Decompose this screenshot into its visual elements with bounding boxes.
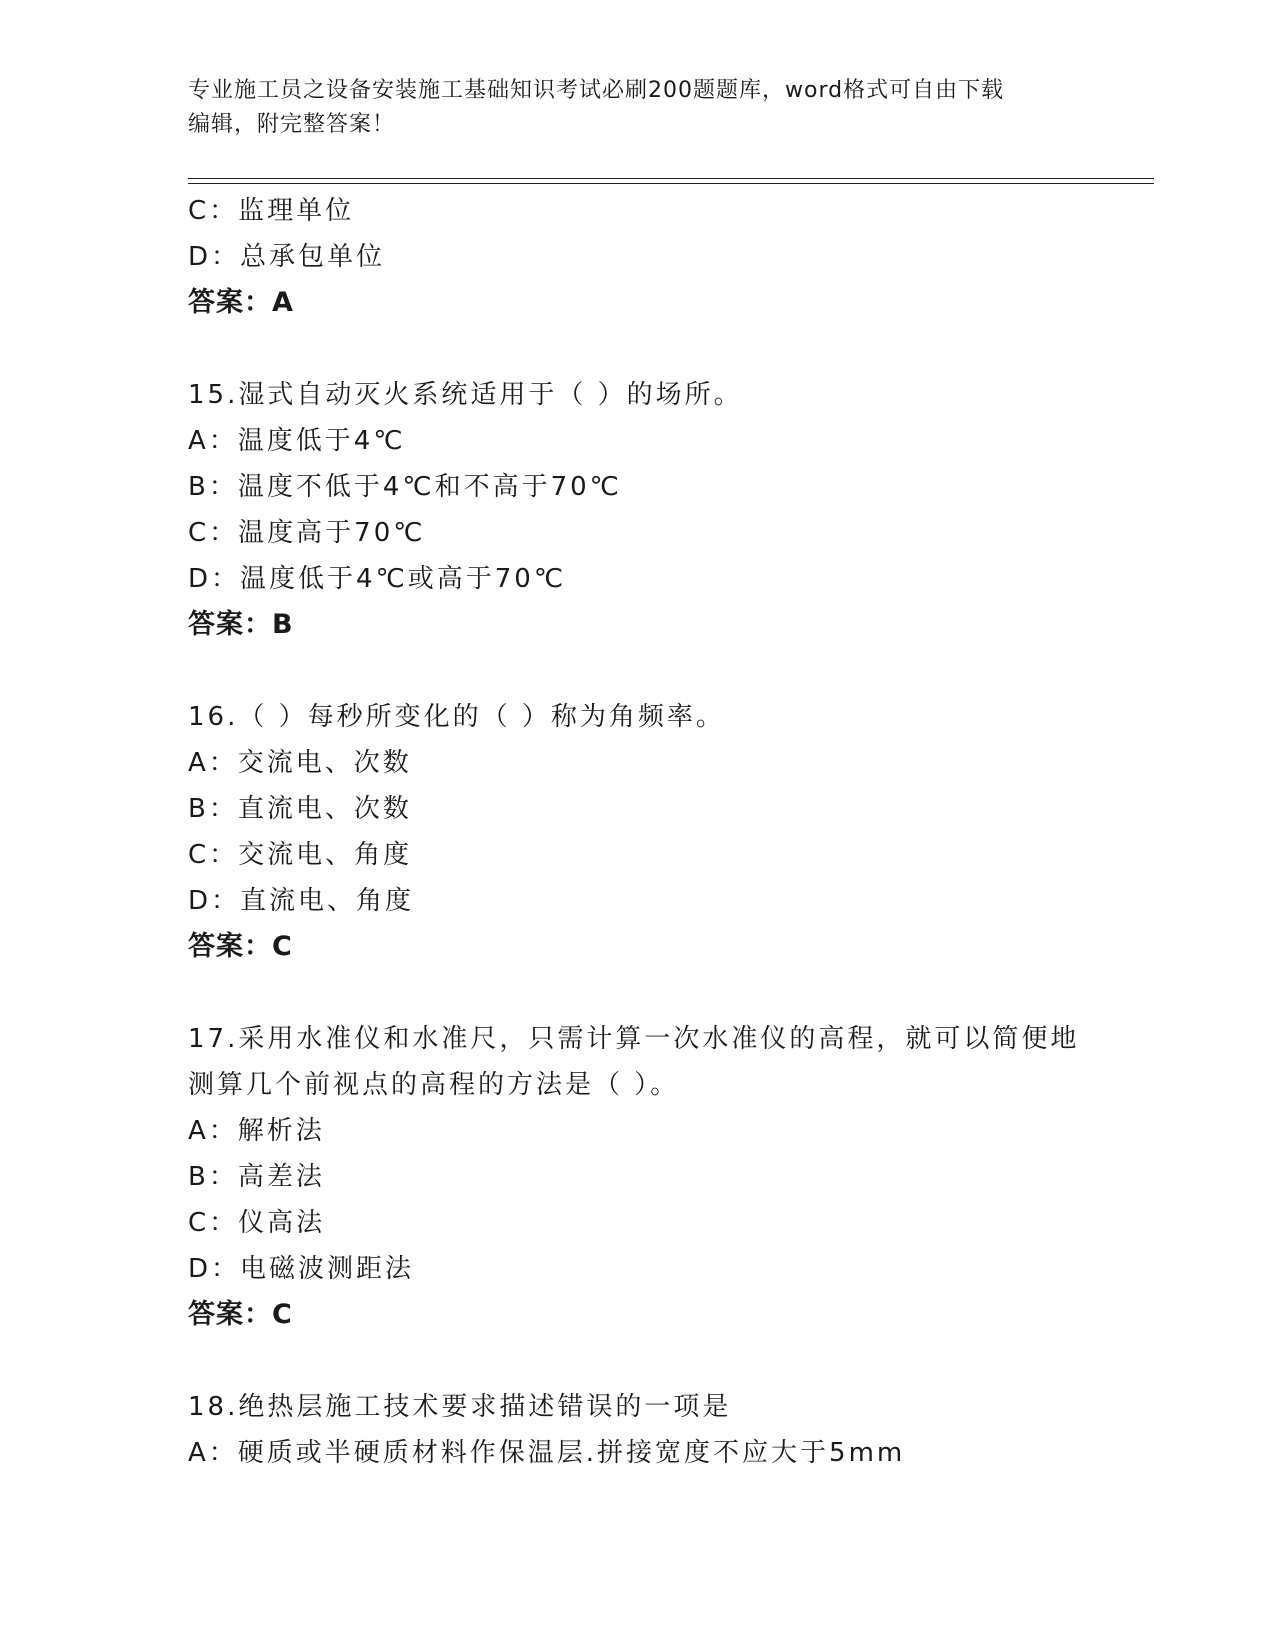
question-16 (188, 694, 1154, 970)
option-b: B：温度不低于4℃和不高于70℃ (188, 472, 622, 502)
answer: 答案：B (188, 609, 294, 640)
option-c: C：仪高法 (188, 1208, 326, 1238)
spacer (188, 326, 1154, 372)
option-c: C：交流电、角度 (188, 840, 413, 870)
option-d: D：电磁波测距法 (188, 1254, 415, 1284)
answer: 答案：A (188, 287, 294, 318)
question-18 (188, 1384, 1154, 1476)
option-a: A：温度低于4℃ (188, 426, 406, 456)
document-header (188, 74, 1088, 142)
question-stem-line-1: 17.采用水准仪和水准尺，只需计算一次水准仪的高程，就可以简便地 (188, 1024, 1080, 1054)
question-list (188, 188, 1154, 1476)
option-d: D：温度低于4℃或高于70℃ (188, 564, 567, 594)
header-title-line-1: 专业施工员之设备安装施工基础知识考试必刷200题题库，word格式可自由下载 (188, 78, 1005, 103)
question-stem: 15.湿式自动灭火系统适用于（ ）的场所。 (188, 380, 743, 410)
option-a: A：交流电、次数 (188, 748, 412, 778)
question-stem: 18.绝热层施工技术要求描述错误的一项是 (188, 1392, 732, 1422)
option-a: A：硬质或半硬质材料作保温层.拼接宽度不应大于5mm (188, 1438, 906, 1468)
option-c: C：温度高于70℃ (188, 518, 426, 548)
option-a: A：解析法 (188, 1116, 325, 1146)
option-b: B：高差法 (188, 1162, 325, 1192)
header-divider-top (188, 178, 1154, 179)
option-d: D：总承包单位 (188, 242, 386, 272)
question-17 (188, 1016, 1154, 1338)
option-c: C：监理单位 (188, 196, 355, 226)
header-title-line-2: 编辑，附完整答案！ (188, 112, 396, 137)
spacer (188, 648, 1154, 694)
option-b: B：直流电、次数 (188, 794, 412, 824)
option-d: D：直流电、角度 (188, 886, 415, 916)
question-fragment (188, 188, 1154, 326)
question-stem: 16.（ ）每秒所变化的（ ）称为角频率。 (188, 702, 725, 732)
spacer (188, 970, 1154, 1016)
question-stem-line-2: 测算几个前视点的高程的方法是（ ）。 (188, 1070, 680, 1100)
answer: 答案：C (188, 1299, 293, 1330)
header-divider-bottom (188, 183, 1154, 184)
answer: 答案：C (188, 931, 293, 962)
question-15 (188, 372, 1154, 648)
spacer (188, 1338, 1154, 1384)
